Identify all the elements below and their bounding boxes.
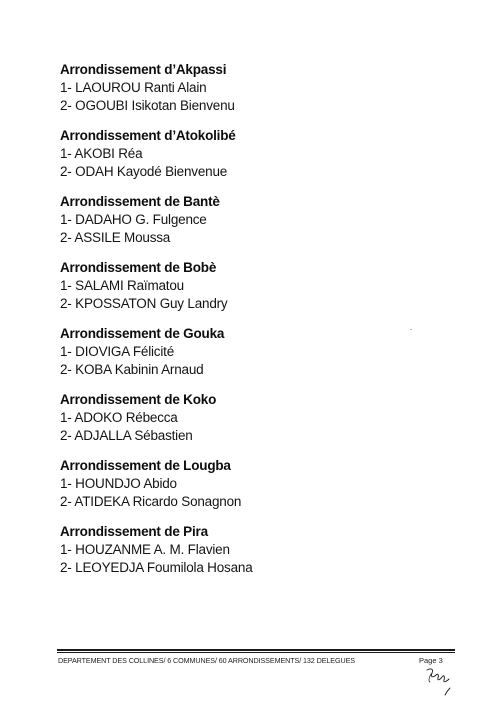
delegate-entry xyxy=(60,277,460,295)
delegate-name: LAOUROU Ranti Alain xyxy=(75,80,207,95)
delegate-number: 1- xyxy=(60,542,72,557)
delegate-number: 2- xyxy=(60,98,72,113)
arrondissement-title: Arrondissement d’Akpassi xyxy=(60,62,227,77)
delegate-entry xyxy=(60,145,460,163)
delegate-number: 1- xyxy=(60,212,72,227)
arrondissement-section xyxy=(60,127,460,181)
delegate-number: 2- xyxy=(60,362,72,377)
delegate-entry xyxy=(60,229,460,247)
delegate-entry xyxy=(60,163,460,181)
delegate-name: ADOKO Rébecca xyxy=(74,410,178,425)
arrondissement-section xyxy=(60,391,460,445)
delegate-number: 2- xyxy=(60,428,72,443)
arrondissement-section xyxy=(60,61,460,115)
delegate-name: ATIDEKA Ricardo Sonagnon xyxy=(74,494,242,509)
delegate-number: 2- xyxy=(60,164,72,179)
delegate-number: 1- xyxy=(60,476,72,491)
delegate-number: 2- xyxy=(60,494,72,509)
footer-text: DEPARTEMENT DES COLLINES/ 6 COMMUNES/ 60 ARRONDISSEMENTS/ 132 DELEGUES xyxy=(58,656,355,665)
delegate-number: 1- xyxy=(60,278,72,293)
delegate-name: KPOSSATON Guy Landry xyxy=(75,296,228,311)
delegate-entry xyxy=(60,343,460,361)
delegate-number: 1- xyxy=(60,410,72,425)
delegate-number: 1- xyxy=(60,344,72,359)
delegate-name: ADJALLA Sébastien xyxy=(74,428,193,443)
delegate-entry xyxy=(60,475,460,493)
delegate-number: 1- xyxy=(60,80,72,95)
arrondissement-title: Arrondissement d’Atokolibé xyxy=(60,128,236,143)
delegate-name: KOBA Kabinin Arnaud xyxy=(75,362,204,377)
scan-speck xyxy=(410,329,412,330)
arrondissement-title: Arrondissement de Bobè xyxy=(60,260,217,275)
arrondissement-title: Arrondissement de Koko xyxy=(60,392,217,407)
delegates-list xyxy=(60,61,460,589)
delegate-entry xyxy=(60,97,460,115)
delegate-name: DADAHO G. Fulgence xyxy=(75,212,207,227)
delegate-entry xyxy=(60,541,460,559)
arrondissement-title: Arrondissement de Pira xyxy=(60,524,208,539)
footer-rule-thin xyxy=(57,652,455,653)
delegate-name: SALAMI Raïmatou xyxy=(75,278,184,293)
arrondissement-section xyxy=(60,259,460,313)
delegate-entry xyxy=(60,427,460,445)
arrondissement-section xyxy=(60,457,460,511)
delegate-number: 2- xyxy=(60,296,72,311)
delegate-name: DIOVIGA Félicité xyxy=(75,344,174,359)
arrondissement-section xyxy=(60,325,460,379)
delegate-name: HOUZANME A. M. Flavien xyxy=(75,542,230,557)
delegate-entry xyxy=(60,211,460,229)
delegate-entry xyxy=(60,361,460,379)
arrondissement-title: Arrondissement de Lougba xyxy=(60,458,231,473)
arrondissement-section xyxy=(60,523,460,577)
delegate-number: 1- xyxy=(60,146,72,161)
delegate-entry xyxy=(60,79,460,97)
delegate-entry xyxy=(60,559,460,577)
arrondissement-title: Arrondissement de Gouka xyxy=(60,326,225,341)
delegate-entry xyxy=(60,295,460,313)
delegate-entry xyxy=(60,493,460,511)
page-number: Page 3 xyxy=(419,656,443,665)
delegate-entry xyxy=(60,409,460,427)
arrondissement-section xyxy=(60,193,460,247)
delegate-name: LEOYEDJA Foumilola Hosana xyxy=(75,560,253,575)
handwritten-initials xyxy=(425,666,455,696)
delegate-name: HOUNDJO Abido xyxy=(75,476,177,491)
arrondissement-title: Arrondissement de Bantè xyxy=(60,194,220,209)
delegate-number: 2- xyxy=(60,560,72,575)
delegate-name: AKOBI Réa xyxy=(74,146,143,161)
delegate-name: ASSILE Moussa xyxy=(74,230,171,245)
delegate-number: 2- xyxy=(60,230,72,245)
delegate-name: OGOUBI Isikotan Bienvenu xyxy=(75,98,235,113)
footer-rule-thick xyxy=(57,649,455,651)
delegate-name: ODAH Kayodé Bienvenue xyxy=(75,164,228,179)
